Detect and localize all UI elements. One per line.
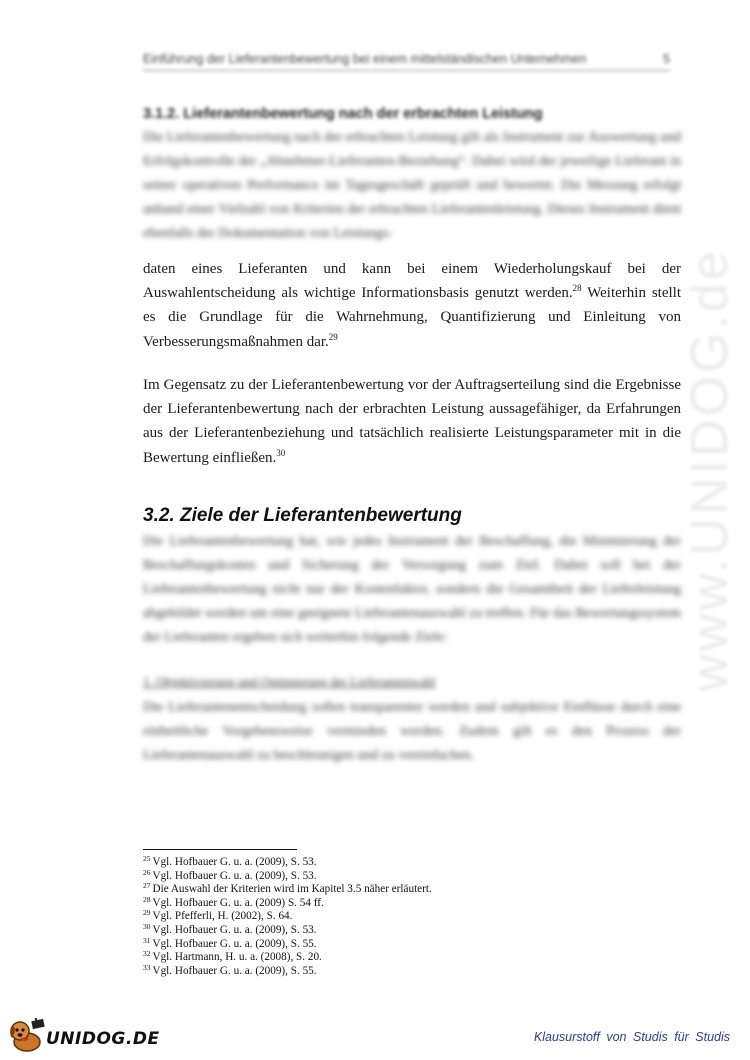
footnote-text: Vgl. Hartmann, H. u. a. (2008), S. 20. — [152, 951, 322, 964]
footnote-item — [143, 962, 432, 979]
footnote-number: 28 — [143, 894, 151, 904]
paragraph-blurred-3: Die Lieferantenbewertung hat, wie jedes Instrument der Beschaffung, die Minimierung der Beschaffungskosten und Sicherung der Versorgung zum Ziel. Dabei soll bei der Lieferantenbewertung nicht nur der Kostenfaktor, sondern die Gesamtheit der Lieferleistung abgebildet werden um eine geeignete Lieferantenauswahl zu treffen. Für das Bewertungssystem der Lieferanten ergeben sich weiterhin folgende Ziele: — [143, 534, 681, 645]
footnote-number: 27 — [143, 881, 151, 891]
footnote-ref: 30 — [276, 447, 286, 458]
footnote-number: 31 — [143, 935, 151, 945]
footnote-item — [143, 935, 432, 952]
watermark-text: www.UNIDOG.de — [681, 248, 739, 692]
footnote-number: 30 — [143, 921, 151, 931]
footnote-text: Die Auswahl der Kriterien wird im Kapitel 3.5 näher erläutert. — [152, 883, 432, 896]
paragraph-blurred-4: Die Lieferantenentscheidung sollen transparenter werden und subjektive Einflüsse durch eine einheitliche Vorgehensweise vermieden werden. Zudem gilt es den Prozess der Lieferantenauswahl zu beschleunigen und zu vereinfachen. — [143, 700, 681, 763]
footnote-item — [143, 883, 432, 897]
footnote-number: 25 — [143, 854, 151, 863]
footnote-text: Vgl. Hofbauer G. u. a. (2009), S. 53. — [152, 923, 317, 936]
footnote-list — [143, 856, 432, 978]
footnote-text: Vgl. Hofbauer G. u. a. (2009), S. 53. — [152, 856, 317, 868]
logo-text: UNIDOG.DE — [46, 1028, 160, 1049]
footnote-text: Vgl. Pfefferli, H. (2002), S. 64. — [152, 910, 293, 923]
paragraph-visible-1 — [143, 257, 681, 354]
footnote-number: 26 — [143, 867, 151, 877]
section-heading-3-1-2: 3.1.2. Lieferantenbewertung nach der erbrachten Leistung — [143, 106, 543, 122]
footnote-ref: 29 — [328, 331, 338, 342]
footnote-item — [143, 921, 432, 938]
paragraph-text: daten eines Lieferanten und kann bei einem Wiederholungskauf bei der Auswahlentscheidung als wichtige Informationsbasis genutzt werden. — [143, 261, 681, 302]
footnote-item — [143, 951, 432, 965]
footnote-text: Vgl. Hofbauer G. u. a. (2009), S. 55. — [152, 937, 317, 950]
paragraph-text: Im Gegensatz zu der Lieferantenbewertung vor der Auftragserteilung sind die Ergebnisse der Lieferantenbewertung nach der erbrachten Leistung aussagefähiger, da Erfahrungen aus der Lieferantenbeziehung und tatsächlich realisierte Leistungsparameter mit in die Bewertung einfließen. — [143, 377, 681, 466]
dog-mascot-icon — [6, 1018, 46, 1059]
footnote-text: Vgl. Hofbauer G. u. a. (2009), S. 55. — [152, 964, 317, 977]
footnote-number: 33 — [143, 962, 151, 972]
running-header — [143, 52, 670, 71]
footnote-item — [143, 856, 432, 870]
footnote-number: 29 — [143, 908, 151, 918]
footnote-divider — [143, 849, 297, 850]
paragraph-text: Weiterhin stellt es die Grundlage für die Wahrnehmung, Quantifizierung und Einleitung von Verbesserungsmaßnahmen dar. — [143, 285, 681, 350]
footnote-item — [143, 910, 432, 924]
subpoint-title: 1. Objektivierung und Optimierung der Lieferantenwahl — [143, 674, 436, 689]
paragraph-visible-2 — [143, 373, 681, 470]
page-number: 5 — [663, 52, 670, 66]
footnote-ref: 28 — [572, 283, 582, 294]
footnote-item — [143, 894, 432, 911]
footnote-item — [143, 867, 432, 884]
running-title: Einführung der Lieferantenbewertung bei einem mittelständischen Unternehmen — [143, 52, 587, 66]
section-heading-3-2: 3.2. Ziele der Lieferantenbewertung — [143, 505, 462, 526]
footnote-text: Vgl. Hofbauer G. u. a. (2009), S. 53. — [152, 869, 317, 882]
footnote-text: Vgl. Hofbauer G. u. a. (2009) S. 54 ff. — [152, 896, 324, 909]
footnote-number: 32 — [143, 949, 151, 959]
footer-slogan: Klausurstoff von Studis für Studis — [533, 1030, 730, 1044]
unidog-logo[interactable] — [6, 1018, 160, 1059]
paragraph-blurred-1: Die Lieferantenbewertung nach der erbrachten Leistung gilt als Instrument zur Auswertung und Erfolgskontrolle der „Abnehmer-Lieferanten-Beziehung“. Dabei wird der jeweilige Lieferant in seiner operativen Performance im Tagesgeschäft geprüft und bewertet. Die Messung erfolgt anhand einer Vielzahl von Kriterien der erbrachten Lieferantenleistung. Dieses Instrument dient ebenfalls der Dokumentation von Leistungs- — [143, 130, 681, 241]
